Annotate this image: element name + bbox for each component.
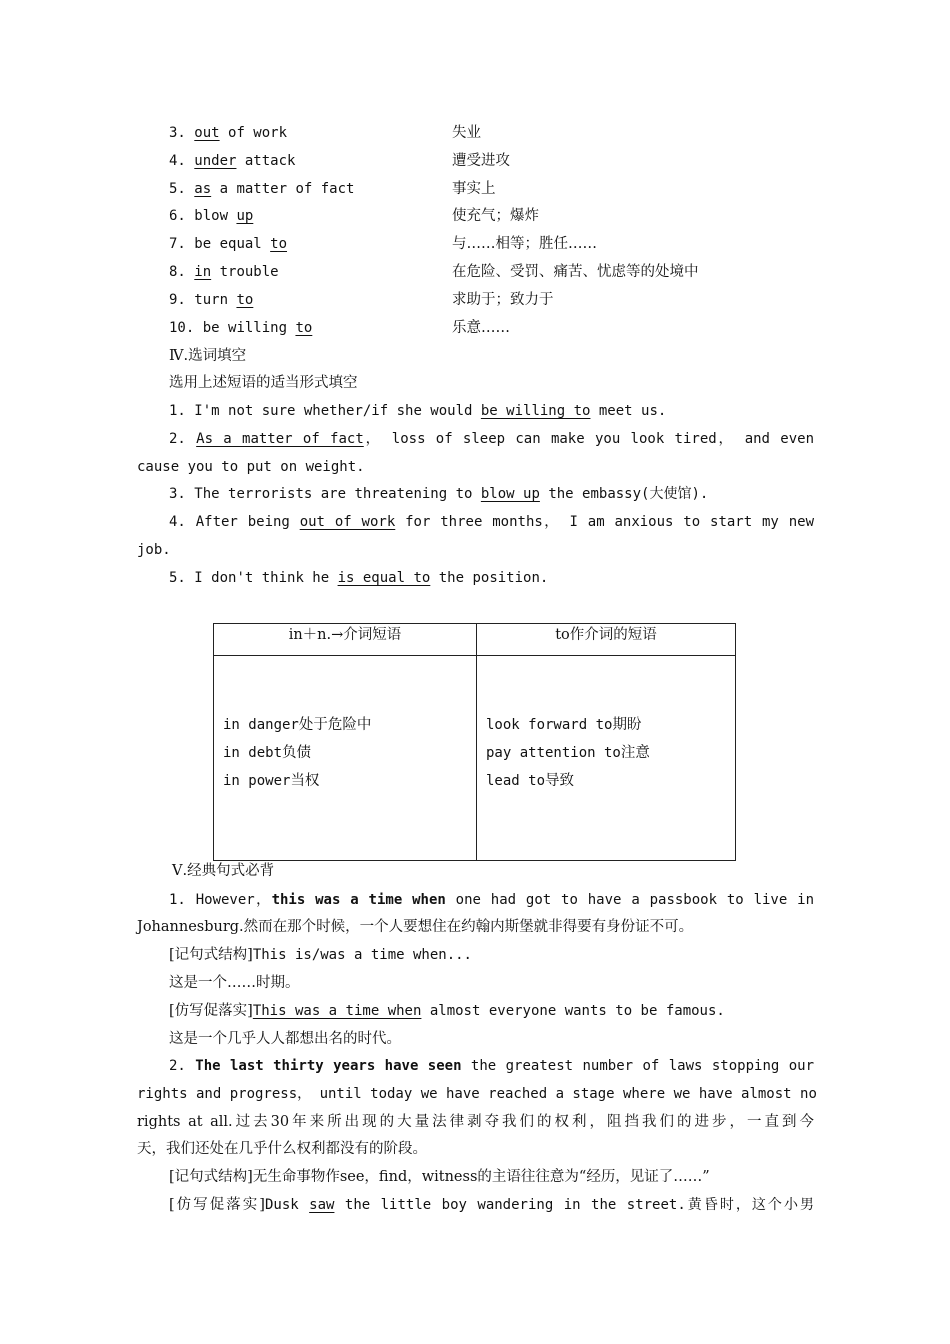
list-item: 4. under attack <box>169 153 296 169</box>
sentence-continuation: rights and progress， until today we have reached a stage where we have almost no <box>137 1086 817 1102</box>
exercise-item: 2. As a matter of fact， loss of sleep can make you look tired， and even <box>169 431 814 447</box>
list-item-translation: 与……相等；胜任…… <box>452 236 597 252</box>
list-item-translation: 乐意…… <box>452 320 510 336</box>
section-heading: Ⅴ.经典句式必背 <box>172 863 275 879</box>
practice-translation: 这是一个几乎人人都想出名的时代。 <box>169 1031 401 1047</box>
list-item: look forward to期盼 <box>486 717 642 733</box>
sentence-continuation: 天，我们还处在几乎什么权利都没有的阶段。 <box>137 1141 427 1157</box>
structure-note: [记句式结构]无生命事物作see，find，witness的主语往往意为“经历，见证了……” <box>169 1169 710 1185</box>
section-heading: Ⅳ.选词填空 <box>169 348 247 364</box>
list-item: 10. be willing to <box>169 320 313 336</box>
exercise-item: 1. I'm not sure whether/if she would be willing to meet us. <box>169 403 667 419</box>
practice-note: [仿写促落实]Dusk saw the little boy wandering in the street.黄昏时，这个小男 <box>169 1197 814 1213</box>
table-cell-left <box>223 711 371 795</box>
list-item: lead to导致 <box>486 773 575 789</box>
structure-translation: 这是一个……时期。 <box>169 975 300 991</box>
exercise-item: 5. I don't think he is equal to the position. <box>169 570 549 586</box>
list-item-translation: 在危险、受罚、痛苦、忧虑等的处境中 <box>452 264 699 280</box>
sentence-item: 2. The last thirty years have seen the greatest number of laws stopping our <box>169 1058 815 1074</box>
list-item: 5. as a matter of fact <box>169 181 355 197</box>
list-item: 8. in trouble <box>169 264 279 280</box>
list-item: 7. be equal to <box>169 236 288 252</box>
sentence-continuation: Johannesburg.然而在那个时候，一个人要想住在约翰内斯堡就非得要有身份证不可。 <box>137 919 694 935</box>
phrase-table <box>213 623 736 861</box>
structure-note: [记句式结构]This is/was a time when... <box>169 947 472 963</box>
list-item: in debt负债 <box>223 745 312 761</box>
list-item: in danger处于危险中 <box>223 717 372 733</box>
exercise-item: 4. After being out of work for three months， I am anxious to start my new <box>169 514 814 530</box>
exercise-item-continuation: job. <box>137 542 171 558</box>
list-item-translation: 使充气；爆炸 <box>452 208 539 224</box>
exercise-item: 3. The terrorists are threatening to blow up the embassy(大使馆). <box>169 486 709 502</box>
exercise-item-continuation: cause you to put on weight. <box>137 459 365 475</box>
table-header-left: in＋n.→介词短语 <box>288 627 402 643</box>
table-header-right: to作介词的短语 <box>555 627 657 643</box>
section-instruction: 选用上述短语的适当形式填空 <box>169 375 358 391</box>
practice-note: [仿写促落实]This was a time when almost everyone wants to be famous. <box>169 1003 725 1019</box>
list-item: in power当权 <box>223 773 320 789</box>
sentence-continuation: rights at all.过去30年来所出现的大量法律剥夺我们的权利，阻挡我们的进步，一直到今 <box>137 1114 814 1130</box>
list-item-translation: 遭受进攻 <box>452 153 510 169</box>
list-item: pay attention to注意 <box>486 745 650 761</box>
list-item-translation: 求助于；致力于 <box>452 292 554 308</box>
list-item-translation: 事实上 <box>452 181 496 197</box>
list-item: 6. blow up <box>169 208 254 224</box>
table-divider <box>476 624 477 860</box>
list-item-translation: 失业 <box>452 125 481 141</box>
list-item: 9. turn to <box>169 292 254 308</box>
table-cell-right <box>486 711 650 795</box>
list-item: 3. out of work <box>169 125 288 141</box>
sentence-item: 1. However，this was a time when one had got to have a passbook to live in <box>169 892 814 908</box>
